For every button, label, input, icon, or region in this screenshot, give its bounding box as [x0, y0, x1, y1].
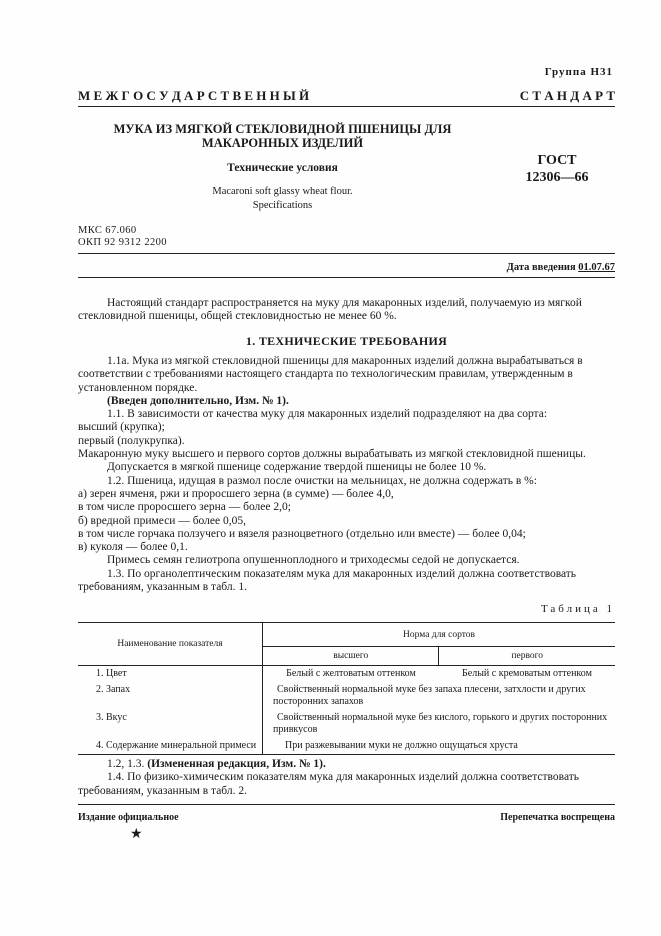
- footer: [78, 812, 615, 823]
- banner-right: С Т А Н Д А Р Т: [519, 88, 615, 103]
- star-icon: ★: [130, 827, 143, 842]
- row-name: 2. Запах: [78, 682, 263, 710]
- item-c: в) куколя — более 0,1.: [78, 541, 188, 554]
- row-first: Белый с кремоватым оттенком: [462, 668, 592, 679]
- gost-code: 12306—66: [525, 170, 589, 185]
- classification-codes: [78, 225, 167, 249]
- paragraph-1-2: 1.2. Пшеница, идущая в размол после очистки на мельницах, не должна содержать в %:: [107, 474, 537, 487]
- paragraph-durum: Допускается в мягкой пшенице содержание твердой пшеницы не более 10 %.: [107, 461, 487, 474]
- top-rule: [78, 106, 615, 107]
- date-label: Дата введения: [506, 262, 576, 273]
- codes-rule: [78, 253, 615, 254]
- table-row: [78, 666, 615, 683]
- item-a-sub: в том числе проросшего зерна — более 2,0;: [78, 501, 291, 514]
- paragraph-1-1a: 1.1а. Мука из мягкой стекловидной пшеницы для макаронных изделий должна вырабатываться в соответствии с требованиями настоящего стандарта по технологическим правилам, утвержденным в установленном порядке.: [78, 355, 583, 394]
- row-name: 1. Цвет: [78, 666, 263, 683]
- title-line-2: МАКАРОННЫХ ИЗДЕЛИЙ: [201, 136, 364, 150]
- english-title: [100, 185, 465, 213]
- english-title-line-2: Specifications: [252, 200, 313, 211]
- subtitle: Технические условия: [227, 162, 338, 174]
- changed-items: 1.2, 1.3.: [107, 758, 145, 770]
- english-title-line-1: Macaroni soft glassy wheat flour.: [212, 186, 353, 197]
- item-a: а) зерен ячменя, ржи и проросшего зерна (в сумме) — более 4,0,: [78, 487, 394, 500]
- document-title: [100, 122, 465, 150]
- effective-date: [507, 262, 615, 273]
- title-line-1: МУКА ИЗ МЯГКОЙ СТЕКЛОВИДНОЙ ПШЕНИЦЫ ДЛЯ: [113, 122, 452, 136]
- table-row: [78, 738, 615, 755]
- table-1: [78, 622, 615, 755]
- amendment-note: (Введен дополнительно, Изм. № 1).: [107, 394, 289, 407]
- item-b: б) вредной примеси — более 0,05,: [78, 514, 246, 527]
- row-value: Свойственный нормальной муке без кислого, горького и других посторонних привкусов: [273, 712, 608, 735]
- intro-paragraph: Настоящий стандарт распространяется на муку для макаронных изделий, получаемую из мягкой стекловидной пшеницы, общей стекловидностью не менее 60 %.: [78, 297, 582, 323]
- table-caption: Таблица 1: [540, 603, 615, 615]
- head-indicator: Наименование показателя: [78, 623, 263, 666]
- mks-code: МКС 67.060: [78, 225, 137, 236]
- after-table-text: [78, 758, 615, 798]
- row-name: 4. Содержание минеральной примеси: [78, 738, 263, 755]
- footer-rule: [78, 804, 615, 805]
- official-edition: Издание официальное: [78, 812, 179, 823]
- changed-note: (Измененная редакция, Изм. № 1).: [147, 758, 326, 770]
- paragraph-1-4: 1.4. По физико-химическим показателям мука для макаронных изделий должна соответствовать требованиям, указанным в табл. 2.: [78, 771, 580, 797]
- row-value: При разжевывании муки не должно ощущаться хруста: [263, 738, 616, 755]
- date-rule: [78, 277, 615, 278]
- item-b-sub: в том числе горчака ползучего и вязеля разноцветного (отдельно или вместе) — более 0,04;: [78, 527, 526, 540]
- grade-high: высший (крупка);: [78, 421, 165, 434]
- gost-label: ГОСТ: [537, 153, 577, 168]
- group-code: Группа Н31: [544, 66, 613, 78]
- paragraph-1-3: 1.3. По органолептическим показателям мука для макаронных изделий должна соответствовать требованиям, указанным в табл. 1.: [78, 567, 577, 594]
- paragraph-heliotrope: Примесь семян гелиотропа опушенноплодного и триходесмы седой не допускается.: [107, 554, 520, 567]
- head-first: первого: [439, 647, 615, 666]
- row-value: Свойственный нормальной муке без запаха плесени, затхлости и других посторонних запахов: [273, 684, 586, 707]
- date-value: 01.07.67: [578, 262, 615, 273]
- grade-first: первый (полукрупка).: [78, 434, 185, 447]
- gost-number: [522, 152, 592, 186]
- intro-block: [78, 297, 615, 324]
- head-norm: Норма для сортов: [263, 623, 616, 647]
- reprint-prohibited: Перепечатка воспрещена: [500, 812, 615, 823]
- okp-code: ОКП 92 9312 2200: [78, 237, 167, 248]
- paragraph-grades: Макаронную муку высшего и первого сортов должны вырабатывать из мягкой стекловидной пшеницы.: [78, 448, 586, 461]
- row-high: Белый с желтоватым оттенком: [286, 668, 416, 679]
- head-high: высшего: [263, 647, 439, 666]
- paragraph-1-1: 1.1. В зависимости от качества муку для макаронных изделий подразделяют на два сорта:: [107, 408, 548, 421]
- section-title: 1. ТЕХНИЧЕСКИЕ ТРЕБОВАНИЯ: [245, 334, 448, 348]
- requirements-text: [78, 355, 615, 594]
- banner-left: М Е Ж Г О С У Д А Р С Т В Е Н Н Ы Й: [78, 88, 310, 103]
- table-row: [78, 682, 615, 710]
- row-name: 3. Вкус: [78, 710, 263, 738]
- table-row: [78, 710, 615, 738]
- standard-banner: [78, 88, 615, 104]
